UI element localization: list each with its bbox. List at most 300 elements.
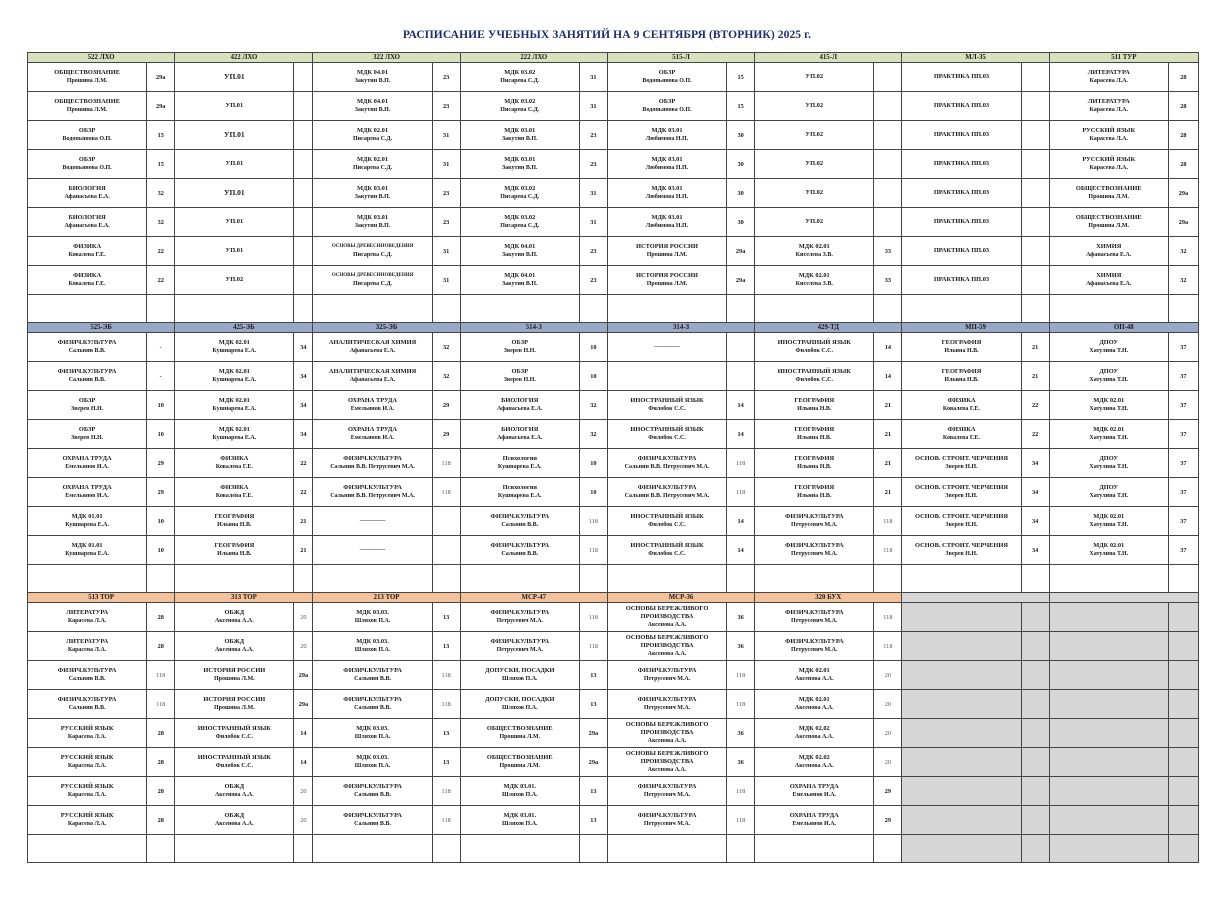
lesson-cell (607, 777, 726, 806)
lesson-cell (460, 777, 579, 806)
subject-name: МДК 02.01 (218, 339, 250, 346)
room-number: 13 (432, 719, 460, 748)
room-number: 32 (579, 391, 607, 420)
subject-name: УП.01 (223, 188, 245, 197)
teacher-name: Ковалева Г.Е. (942, 435, 981, 441)
room-number: 36 (727, 748, 755, 777)
room-number: 34 (294, 333, 313, 362)
room-number: 23 (432, 92, 460, 121)
subject-name: ФИЗИЧ.КУЛЬТУРА (784, 542, 844, 549)
empty-row (28, 295, 1199, 323)
subject-name: ФИЗИЧ.КУЛЬТУРА (637, 455, 697, 462)
subject-name: РУССКИЙ ЯЗЫК (60, 725, 114, 732)
room-number: 29а (727, 266, 755, 295)
teacher-name: Аксенова А.А. (647, 767, 687, 773)
subject-name: ЛИТЕРАТУРА (1087, 98, 1130, 105)
subject-name: ИНОСТРАННЫЙ ЯЗЫК (630, 426, 704, 433)
teacher-name: Афанасьева Е.А. (1086, 281, 1132, 287)
subject-name: УП.02 (805, 160, 824, 167)
room-number: 13 (579, 690, 607, 719)
teacher-name: Кушнарева Е.А. (212, 406, 257, 412)
teacher-name: Закутин В.П. (501, 165, 538, 171)
lesson-cell (755, 478, 874, 507)
lesson-cell (313, 150, 432, 179)
subject-name: МДК 03.02 (504, 69, 536, 76)
teacher-name: Ковалева Г.Е. (215, 493, 253, 499)
room-number: 21 (874, 391, 902, 420)
empty-cell (902, 777, 1021, 806)
room-number (294, 92, 313, 121)
room-number: 29 (874, 777, 902, 806)
subject-name: МДК 04.01 (357, 69, 389, 76)
room-number: 10 (579, 362, 607, 391)
lesson-cell (28, 536, 147, 565)
teacher-name: Карасева Л.А. (1089, 165, 1129, 171)
lesson-cell (175, 748, 294, 777)
lesson-row (28, 237, 1199, 266)
subject-name: МДК 04.01 (357, 98, 389, 105)
subject-name: ———— (359, 546, 386, 553)
lesson-cell (175, 449, 294, 478)
subject-name: ФИЗИЧ.КУЛЬТУРА (637, 484, 697, 491)
teacher-name: Филобок С.С. (648, 406, 686, 412)
room-number: 23 (579, 150, 607, 179)
lesson-cell (460, 507, 579, 536)
room-number: 31 (432, 237, 460, 266)
teacher-name: Афанасьева Е.А. (64, 194, 110, 200)
room-number: 14 (727, 536, 755, 565)
teacher-name: Прошина Л.М. (646, 252, 688, 258)
group-header: 513 ТОР (28, 593, 175, 603)
subject-name: МДК 03.03. (356, 638, 389, 645)
lesson-cell (460, 179, 579, 208)
room-number: 30 (727, 208, 755, 237)
subject-name: ГЕОГРАФИЯ (214, 513, 255, 520)
room-number: 10 (579, 449, 607, 478)
lesson-cell (902, 449, 1021, 478)
teacher-name: Филобок С.С. (648, 435, 686, 441)
teacher-name: Ильина Н.В. (797, 435, 832, 441)
teacher-name: Емельянов И.А. (65, 464, 109, 470)
lesson-cell (1049, 507, 1168, 536)
lesson-cell (175, 806, 294, 835)
subject-name: ПРАКТИКА ПП.03 (933, 160, 990, 167)
empty-cell (1168, 632, 1198, 661)
room-number: 31 (579, 208, 607, 237)
room-number: 118 (432, 449, 460, 478)
lesson-cell (1049, 92, 1168, 121)
lesson-cell (1049, 63, 1168, 92)
lesson-cell (1049, 121, 1168, 150)
teacher-name: Сальнин В.В. (501, 551, 539, 557)
teacher-name: Аксенова А.А. (794, 734, 834, 740)
subject-name: ИНОСТРАННЫЙ ЯЗЫК (777, 368, 851, 375)
subject-name: ФИЗИЧ.КУЛЬТУРА (343, 484, 402, 491)
empty-row (28, 835, 1199, 863)
room-number: 32 (432, 333, 460, 362)
teacher-name: Ильина Н.В. (217, 522, 252, 528)
empty-cell (1021, 632, 1049, 661)
lesson-cell (313, 748, 432, 777)
lesson-cell (460, 420, 579, 449)
teacher-name: Закутин В.П. (501, 252, 538, 258)
subject-name: УП.01 (225, 160, 244, 167)
group-header-row (28, 53, 1199, 63)
teacher-name: Аксенова А.А. (794, 705, 834, 711)
subject-name: ИНОСТРАННЫЙ ЯЗЫК (630, 513, 704, 520)
group-header: 222 ЛХО (460, 53, 607, 63)
room-number: 15 (727, 63, 755, 92)
room-number: 37 (1168, 420, 1198, 449)
room-number: 22 (147, 266, 175, 295)
empty-cell (1049, 777, 1168, 806)
subject-name: УП.01 (223, 130, 245, 139)
lesson-cell (175, 362, 294, 391)
lesson-row (28, 121, 1199, 150)
room-number: 14 (727, 420, 755, 449)
room-number (1021, 179, 1049, 208)
teacher-name: Афанасьева Е.А. (64, 223, 110, 229)
teacher-name: Шляхов П.А. (501, 676, 538, 682)
teacher-name: Петрусевич М.А. (791, 522, 838, 528)
room-number: 28 (147, 632, 175, 661)
empty-group-header (1049, 593, 1198, 603)
teacher-name: Кушнарева Е.А. (497, 493, 542, 499)
room-number: 34 (1021, 449, 1049, 478)
subject-name: ФИЗИКА (947, 397, 976, 404)
empty-cell (460, 835, 579, 863)
lesson-cell (902, 237, 1021, 266)
teacher-name: Карасева Л.А. (67, 647, 107, 653)
room-number (432, 507, 460, 536)
empty-cell (1021, 748, 1049, 777)
room-number: 21 (874, 478, 902, 507)
teacher-name: Сальнин В.В. (354, 676, 391, 682)
subject-name: МДК 03.01 (504, 127, 536, 134)
room-number: 32 (1168, 266, 1198, 295)
subject-name: ОХРАНА ТРУДА (62, 455, 112, 462)
lesson-cell (28, 806, 147, 835)
room-number: 33 (874, 266, 902, 295)
room-number: 29а (579, 748, 607, 777)
teacher-name: Ильина Н.В. (217, 551, 252, 557)
empty-cell (175, 835, 294, 863)
teacher-name: Водопьянова О.П. (642, 107, 692, 113)
teacher-name: Афанасьева Е.А. (1086, 252, 1132, 258)
subject-name: МДК 04.01 (504, 243, 536, 250)
subject-name: ОСНОВЫ БЕРЕЖЛИВОГО ПРОИЗВОДСТВА (625, 634, 709, 649)
subject-name: ОХРАНА ТРУДА (348, 397, 398, 404)
room-number: 118 (874, 603, 902, 632)
room-number: 30 (727, 179, 755, 208)
empty-cell (147, 295, 175, 323)
lesson-cell (902, 92, 1021, 121)
empty-cell (1021, 565, 1049, 593)
lesson-cell (175, 420, 294, 449)
subject-name: ОБЗР (658, 98, 676, 105)
lesson-cell (607, 63, 726, 92)
teacher-name: Писарева С.Д. (353, 165, 393, 171)
room-number: 29 (147, 478, 175, 507)
empty-cell (1049, 748, 1168, 777)
room-number: 28 (1168, 150, 1198, 179)
group-header: 314-З (607, 323, 754, 333)
group-header: 525-ЭБ (28, 323, 175, 333)
lesson-cell (902, 391, 1021, 420)
room-number: 10 (579, 478, 607, 507)
lesson-cell (902, 333, 1021, 362)
room-number: 37 (1168, 536, 1198, 565)
room-number: 37 (1168, 478, 1198, 507)
empty-cell (294, 295, 313, 323)
subject-name: МДК 02.01 (218, 397, 250, 404)
room-number: 29а (727, 237, 755, 266)
lesson-cell (28, 179, 147, 208)
lesson-cell (313, 777, 432, 806)
room-number (874, 121, 902, 150)
empty-cell (175, 295, 294, 323)
room-number: 118 (874, 507, 902, 536)
group-header: 325-ЭБ (313, 323, 460, 333)
lesson-row (28, 806, 1199, 835)
subject-name: МДК 03.01 (504, 156, 536, 163)
subject-name: УП.01 (225, 218, 244, 225)
lesson-cell (755, 661, 874, 690)
teacher-name: Шляхов П.А. (354, 763, 391, 769)
teacher-name: Сальнин В.В. (68, 705, 106, 711)
room-number: 28 (147, 603, 175, 632)
subject-name: ОБЩЕСТВОЗНАНИЕ (1075, 185, 1142, 192)
lesson-cell (28, 719, 147, 748)
room-number (1021, 266, 1049, 295)
subject-name: МДК 02.01 (798, 667, 830, 674)
lesson-cell (28, 748, 147, 777)
subject-name: ХИМИЯ (1096, 272, 1122, 279)
subject-name: МДК 03.01 (651, 156, 683, 163)
lesson-cell (902, 536, 1021, 565)
empty-cell (1168, 603, 1198, 632)
empty-cell (902, 603, 1021, 632)
teacher-name: Петрусевич М.А. (791, 647, 838, 653)
lesson-cell (313, 63, 432, 92)
lesson-cell (607, 92, 726, 121)
lesson-row (28, 92, 1199, 121)
subject-name: ОБЩЕСТВОЗНАНИЕ (486, 754, 553, 761)
lesson-cell (607, 748, 726, 777)
room-number: 28 (147, 806, 175, 835)
teacher-name: Ковалева Г.Е. (942, 406, 981, 412)
subject-name: МДК 03.03. (356, 754, 389, 761)
room-number: 29а (579, 719, 607, 748)
teacher-name: Карасева Л.А. (67, 618, 107, 624)
subject-name: МДК 04.01 (504, 272, 536, 279)
subject-name: МДК 02.01 (798, 696, 830, 703)
subject-name: ПРАКТИКА ПП.03 (933, 218, 990, 225)
lesson-cell (175, 777, 294, 806)
teacher-name: Филобок С.С. (795, 348, 834, 354)
empty-cell (1021, 835, 1049, 863)
lesson-row (28, 507, 1199, 536)
empty-row (28, 565, 1199, 593)
room-number: 34 (294, 362, 313, 391)
teacher-name: Шляхов П.А. (354, 734, 391, 740)
empty-cell (28, 835, 147, 863)
lesson-cell (28, 92, 147, 121)
lesson-cell (755, 536, 874, 565)
lesson-cell (313, 333, 432, 362)
lesson-cell (607, 362, 726, 391)
subject-name: ФИЗИЧ.КУЛЬТУРА (57, 368, 117, 375)
empty-cell (1168, 719, 1198, 748)
lesson-cell (460, 362, 579, 391)
teacher-name: Любимова Н.П. (645, 194, 689, 200)
subject-name: ОБЖД (224, 638, 245, 645)
subject-name: МДК 02.01 (798, 272, 830, 279)
lesson-cell (607, 719, 726, 748)
lesson-cell (28, 661, 147, 690)
room-number: 13 (579, 777, 607, 806)
subject-name: ОСНОВЫ ДРЕВЕСИНОВЕДЕНИЯ (331, 244, 414, 249)
empty-cell (1021, 661, 1049, 690)
lesson-cell (902, 507, 1021, 536)
room-number: 14 (727, 391, 755, 420)
room-number: 21 (1021, 333, 1049, 362)
subject-name: МДК 02.01 (357, 127, 389, 134)
lesson-cell (607, 333, 726, 362)
lesson-cell (607, 507, 726, 536)
subject-name: РУССКИЙ ЯЗЫК (60, 783, 114, 790)
room-number: 29а (294, 661, 313, 690)
lesson-cell (755, 333, 874, 362)
room-number: 21 (294, 536, 313, 565)
teacher-name: Прошина Л.М. (1088, 194, 1130, 200)
subject-name: МДК 02.01 (1093, 426, 1125, 433)
lesson-cell (607, 420, 726, 449)
teacher-name: Хатулина Т.Н. (1089, 522, 1129, 528)
lesson-cell (460, 237, 579, 266)
room-number: - (147, 333, 175, 362)
subject-name: ОСНОВ. СТРОИТ. ЧЕРЧЕНИЯ (915, 542, 1008, 549)
room-number: 34 (1021, 478, 1049, 507)
teacher-name: Кушнарева Е.А. (497, 464, 542, 470)
room-number: 31 (432, 266, 460, 295)
lesson-cell (460, 208, 579, 237)
room-number (1021, 237, 1049, 266)
teacher-name: Хатулина Т.Н. (1089, 348, 1129, 354)
teacher-name: Шляхов П.А. (501, 821, 538, 827)
room-number: 118 (874, 632, 902, 661)
teacher-name: Аксенова А.А. (214, 618, 254, 624)
subject-name: ФИЗИЧ.КУЛЬТУРА (343, 696, 402, 703)
subject-name: ОБЖД (224, 609, 245, 616)
empty-cell (607, 295, 726, 323)
room-number: 118 (432, 777, 460, 806)
subject-name: ФИЗИЧ.КУЛЬТУРА (57, 667, 117, 674)
teacher-name: Ковалева Г.Е. (68, 252, 106, 258)
lesson-cell (28, 121, 147, 150)
room-number: 37 (1168, 362, 1198, 391)
lesson-cell (902, 362, 1021, 391)
lesson-cell (28, 632, 147, 661)
room-number: 10 (579, 333, 607, 362)
teacher-name: Водопьянова О.П. (62, 165, 112, 171)
teacher-name: Ильина Н.В. (944, 348, 979, 354)
room-number: 15 (727, 92, 755, 121)
lesson-cell (313, 806, 432, 835)
room-number: 118 (727, 661, 755, 690)
room-number: 20 (294, 632, 313, 661)
empty-cell (432, 835, 460, 863)
subject-name: БИОЛОГИЯ (501, 397, 539, 404)
room-number (874, 179, 902, 208)
lesson-cell (607, 208, 726, 237)
subject-name: МДК 03.01 (651, 127, 683, 134)
empty-cell (1049, 806, 1168, 835)
lesson-row (28, 420, 1199, 449)
room-number: 20 (874, 690, 902, 719)
teacher-name: Прошина Л.М. (1088, 223, 1130, 229)
subject-name: ФИЗИЧ.КУЛЬТУРА (637, 696, 697, 703)
lesson-cell (460, 719, 579, 748)
lesson-cell (28, 208, 147, 237)
teacher-name: Карасева Л.А. (67, 821, 107, 827)
subject-name: МДК 02.01 (1093, 542, 1125, 549)
lesson-cell (460, 333, 579, 362)
teacher-name: Филобок С.С. (215, 734, 254, 740)
subject-name: ГЕОГРАФИЯ (794, 426, 835, 433)
lesson-cell (313, 507, 432, 536)
teacher-name: Аксенова А.А. (794, 676, 834, 682)
lesson-cell (607, 179, 726, 208)
teacher-name: Писарева С.Д. (353, 252, 393, 258)
teacher-name: Писарева С.Д. (353, 136, 393, 142)
room-number: 21 (294, 507, 313, 536)
teacher-name: Хатулина Т.Н. (1089, 406, 1129, 412)
room-number: 22 (294, 478, 313, 507)
room-number: 10 (147, 420, 175, 449)
room-number: 37 (1168, 391, 1198, 420)
teacher-name: Аксенова А.А. (647, 622, 687, 628)
subject-name: ОСНОВЫ БЕРЕЖЛИВОГО ПРОИЗВОДСТВА (625, 605, 709, 620)
room-number: 37 (1168, 449, 1198, 478)
room-number: 14 (294, 748, 313, 777)
subject-name: МДК 02.02 (798, 754, 830, 761)
teacher-name: Кушнарева Е.А. (212, 435, 257, 441)
room-number: 32 (579, 420, 607, 449)
lesson-cell (755, 179, 874, 208)
subject-name: РУССКИЙ ЯЗЫК (60, 812, 114, 819)
empty-cell (727, 295, 755, 323)
subject-name: УП.02 (805, 189, 824, 196)
teacher-name: Прошина Л.М. (66, 78, 108, 84)
room-number (294, 121, 313, 150)
subject-name: ОСНОВЫ ДРЕВЕСИНОВЕДЕНИЯ (331, 273, 414, 278)
subject-name: ФИЗИЧ.КУЛЬТУРА (343, 455, 402, 462)
lesson-cell (313, 391, 432, 420)
room-number: 118 (727, 449, 755, 478)
lesson-row (28, 478, 1199, 507)
subject-name: ФИЗИЧ.КУЛЬТУРА (490, 513, 550, 520)
lesson-cell (755, 806, 874, 835)
lesson-cell (175, 63, 294, 92)
room-number: 23 (432, 208, 460, 237)
lesson-cell (313, 179, 432, 208)
subject-name: РУССКИЙ ЯЗЫК (60, 754, 114, 761)
teacher-name: Емельянов И.А. (65, 493, 109, 499)
lesson-cell (313, 478, 432, 507)
teacher-name: Аксенова А.А. (647, 651, 687, 657)
teacher-name: Любимова Н.П. (645, 165, 689, 171)
